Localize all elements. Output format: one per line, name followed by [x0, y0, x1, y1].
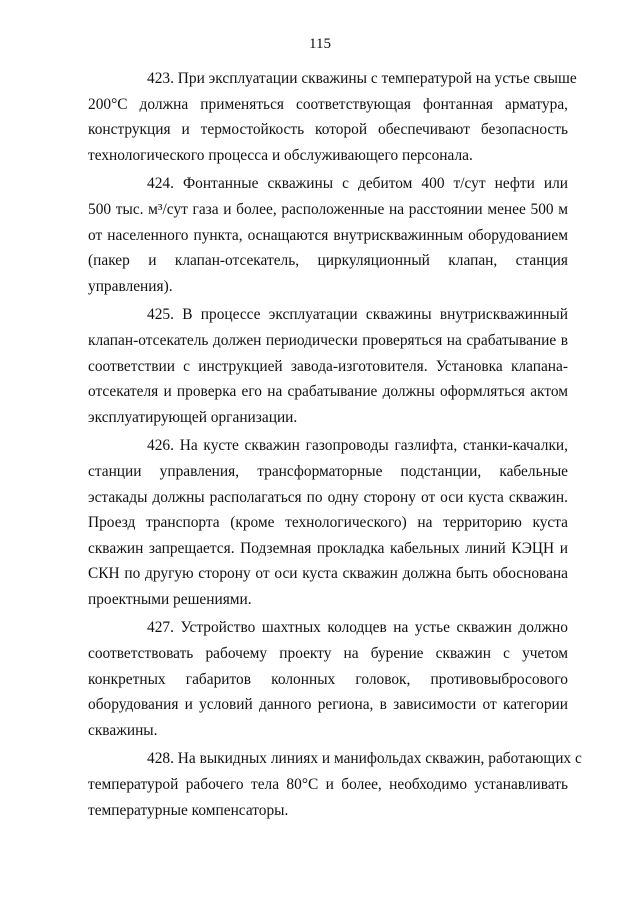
paragraph-line: Проезд транспорта (кроме технологического) на территорию куста: [88, 514, 568, 532]
paragraph-line: температурные компенсаторы.: [88, 801, 289, 819]
paragraph-line: скважин запрещается. Подземная прокладка кабельных линий КЭЦН и: [88, 539, 568, 557]
paragraph-line: соответствовать рабочему проекту на бурение скважин с учетом: [88, 645, 568, 663]
paragraph-line: эксплуатирующей организации.: [88, 408, 298, 426]
paragraph-line: 427. Устройство шахтных колодцев на устье скважин должно: [147, 619, 568, 637]
paragraph-line: оборудования и условий данного региона, в зависимости от категории: [88, 696, 568, 714]
paragraph: [88, 171, 568, 299]
paragraph-line: 428. На выкидных линиях и манифольдах скважин, работающих с: [147, 750, 582, 768]
paragraph-line: проектными решениями.: [88, 590, 252, 608]
document-body: [88, 66, 582, 826]
paragraph-line: эстакады должны располагаться по одну сторону от оси куста скважин.: [88, 488, 568, 506]
paragraph-line: (пакер и клапан-отсекатель, циркуляционный клапан, станция: [88, 252, 568, 270]
paragraph-line: от населенного пункта, оснащаются внутрискважинным оборудованием: [88, 226, 568, 244]
paragraph-line: конкретных габаритов колонных головок, противовыбросового: [88, 670, 568, 688]
paragraph: [88, 615, 568, 743]
paragraph-line: 424. Фонтанные скважины с дебитом 400 т/сут нефти или: [147, 175, 568, 193]
paragraph: [88, 433, 568, 612]
paragraph-line: скважины.: [88, 721, 158, 739]
paragraph-line: технологического процесса и обслуживающего персонала.: [88, 146, 473, 164]
paragraph-line: 423. При эксплуатации скважины с температурой на устье свыше: [147, 70, 577, 87]
paragraph: [88, 302, 568, 430]
paragraph: [88, 746, 582, 823]
paragraph-line: 500 тыс. м³/сут газа и более, расположенные на расстоянии менее 500 м: [88, 200, 568, 218]
paragraph: [88, 66, 577, 168]
paragraph-line: 426. На кусте скважин газопроводы газлифта, станки-качалки,: [147, 437, 568, 455]
paragraph-line: СКН по другую сторону от оси куста скважин должна быть обоснована: [88, 565, 568, 583]
paragraph-line: отсекателя и проверка его на срабатывание должны оформляться актом: [88, 383, 568, 401]
paragraph-line: температурой рабочего тела 80°С и более, необходимо устанавливать: [88, 776, 568, 794]
paragraph-line: конструкция и термостойкость которой обеспечивают безопасность: [88, 121, 568, 139]
paragraph-line: клапан-отсекатель должен периодически проверяться на срабатывание в: [88, 331, 568, 349]
paragraph-line: 425. В процессе эксплуатации скважины внутрискважинный: [147, 306, 568, 324]
paragraph-line: 200°С должна применяться соответствующая фонтанная арматура,: [88, 95, 568, 113]
page-number: 115: [309, 36, 331, 52]
paragraph-line: управления).: [88, 277, 173, 295]
paragraph-line: станции управления, трансформаторные подстанции, кабельные: [88, 462, 568, 480]
paragraph-line: соответствии с инструкцией завода-изготовителя. Установка клапана-: [88, 357, 568, 375]
